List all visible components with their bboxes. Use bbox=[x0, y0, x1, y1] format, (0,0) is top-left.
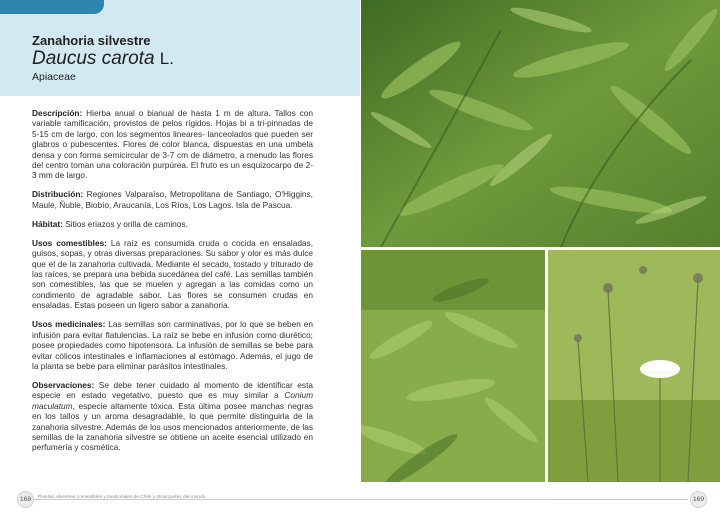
habitat-text: Sitios eriazos y orilla de caminos. bbox=[62, 218, 188, 229]
page-number-right: 169 bbox=[690, 491, 707, 508]
edible-uses-label: Usos comestibles: bbox=[32, 237, 107, 248]
edible-uses-text: La raíz es consumida cruda o cocida en ensaladas, guisos, sopas, y otras diversas preparaciones. Su sabor y olor es más dulce que el de la zanahoria cultivada. Mediante el secado, tostado y triturado de las raíces, se prepara una bebida sucedánea del café. Las semillas también son comestibles, las que se muelen y agregan a las comidas como un condimento de agradable sabor. Las flores se consumen crudas en ensaladas. Estas poseen un ligero sabor a zanahoria. bbox=[32, 237, 313, 311]
distribution-paragraph bbox=[32, 189, 313, 210]
page-number-left: 168 bbox=[17, 491, 34, 508]
photo-umbel-flower bbox=[548, 250, 720, 482]
plant-family: Apiaceae bbox=[32, 71, 76, 83]
observations-paragraph bbox=[32, 380, 313, 453]
species-description bbox=[32, 108, 313, 461]
edible-uses-paragraph bbox=[32, 238, 313, 311]
observations-text-after: , especie altamente tóxica. Esta última posee manchas negras en los tallos y un aroma desagradable, lo que permite distinguirla de la zanahoria silvestre. Además de los usos mencionados anteriormente, de las semillas de la zanahoria silvestre se obtiene un aceite esencial utilizado en perfumería y cosmética. bbox=[32, 400, 313, 453]
book-title-footer: Plantas silvestres comestibles y medicinales de Chile y otras partes del mundo bbox=[38, 495, 206, 500]
description-paragraph bbox=[32, 108, 313, 181]
description-label: Descripción: bbox=[32, 108, 83, 118]
scientific-name-line bbox=[32, 48, 174, 70]
common-name: Zanahoria silvestre bbox=[32, 33, 151, 48]
observations-text-before: Se debe tener cuidado al momento de identificar esta especie en estado vegetativo, puesto que es muy similar a bbox=[32, 379, 313, 401]
description-text: Hierba anual o bianual de hasta 1 m de altura. Tallos con variable ramificación, provistos de pelos rígidos. Hojas bi a tri-pinnadas de 5-15 cm de largo, con los segmentos lineares- lanceolados que pueden ser glabros o pubescentes. Flores de color blanca, dispuestas en una umbela densa y con forma semicircular de 3-7 cm de diámetro, a menudo las flores del centro toman una coloración purpúrea. El fruto es un esquizocarpo de 2-3 mm de largo. bbox=[32, 108, 313, 181]
distribution-text: Regiones Valparaíso, Metropolitana de Santiago, O'Higgins, Maule, Ñuble, Biobío, Araucanía, Los Ríos, Los Lagos. Isla de Pascua. bbox=[32, 189, 313, 210]
section-tab-accent bbox=[0, 0, 104, 14]
observations-species-name: Conium maculatum bbox=[32, 390, 313, 411]
scientific-author: L. bbox=[159, 49, 174, 68]
medicinal-uses-text: Las semillas son carminativas, por lo que se beben en infusión para evitar flatulencias. La raíz se bebe en infusión como diurético; posee propiedades como hipotensora. La infusión de semillas se bebe para evitar cólicos intestinales e inflamaciones al estómago. Además, el jugo de la planta se bebe para eliminar parásitos intestinales. bbox=[32, 319, 313, 371]
photo-plant-rosette bbox=[361, 250, 545, 482]
medicinal-uses-label: Usos medicinales: bbox=[32, 319, 106, 330]
umbel-photo-illustration bbox=[548, 250, 720, 482]
distribution-label: Distribución: bbox=[32, 189, 84, 200]
scientific-name: Daucus carota bbox=[32, 48, 155, 69]
habitat-label: Hábitat: bbox=[32, 218, 63, 229]
medicinal-uses-paragraph bbox=[32, 319, 313, 371]
observations-label: Observaciones: bbox=[32, 379, 95, 390]
photo-foliage-closeup bbox=[361, 0, 720, 247]
habitat-paragraph bbox=[32, 219, 313, 229]
foliage-photo-illustration bbox=[361, 0, 720, 247]
rosette-photo-illustration bbox=[361, 250, 545, 482]
